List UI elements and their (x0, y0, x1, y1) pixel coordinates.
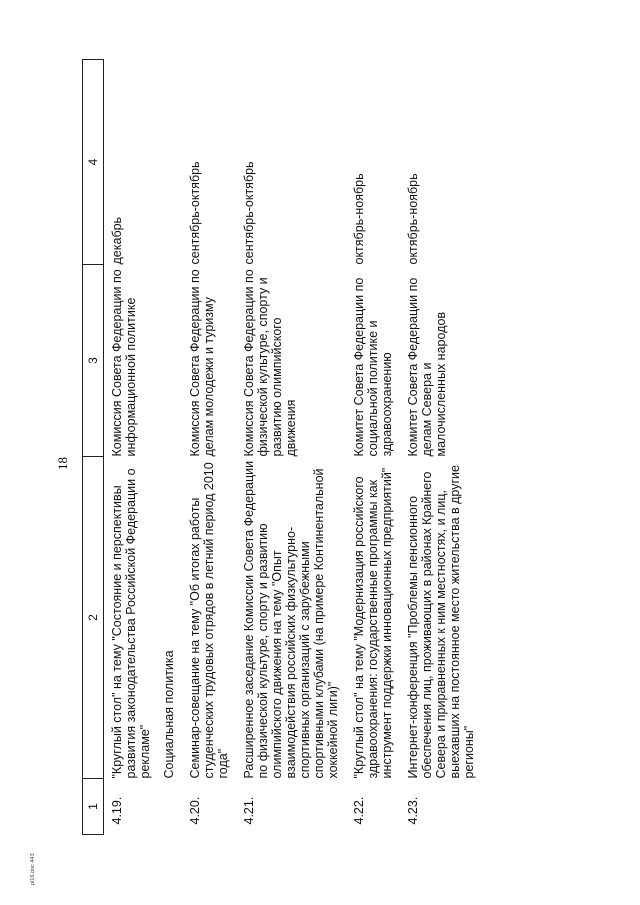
table-header-row (83, 60, 104, 835)
event-date: октябрь-ноябрь (406, 173, 420, 265)
item-number: 4.23. (406, 796, 420, 825)
table-row (400, 60, 482, 835)
section-row (158, 60, 182, 835)
item-number: 4.22. (352, 796, 366, 825)
event-title: "Круглый стол" на тему "Состояние и перспективы развития законодательства Российской Федерации о рекламе" (110, 468, 152, 779)
event-title: "Круглый стол" на тему "Модернизация российского здравоохранения: государственные программы как инструмент поддержки инновационных предприятий" (352, 467, 394, 779)
header-col-3: 3 (83, 265, 104, 457)
item-number: 4.21. (242, 796, 256, 825)
event-date: сентябрь-октябрь (188, 161, 202, 265)
event-title: Интернет-конференция "Проблемы пенсионного обеспечения лиц, проживающих в районах Крайнего Севера и приравненных к ним местностях, и лиц, выехавших на постоянное место жительства в другие регионы" (406, 465, 476, 779)
responsible-body: Комитет Совета Федерации по делам Севера и малочисленных народов (406, 277, 448, 457)
responsible-body: Комиссия Совета Федерации по физической культуре, спорту и развитию олимпийского движения (242, 269, 298, 457)
item-number: 4.19. (110, 796, 124, 825)
header-col-1: 1 (83, 779, 104, 835)
event-date: октябрь-ноябрь (352, 173, 366, 265)
table-row (346, 60, 400, 835)
event-title: Расширенное заседание Комиссии Совета Федерации по физической культуре, спорту и развитию олимпийского движения на тему "Опыт взаимодействия российских физкультурно-спортивных организаций с зарубежными спортивными клубами (на примере Континентальной хоккейной лиги)" (242, 460, 340, 779)
responsible-body: Комитет Совета Федерации по социальной политике и здравоохранению (352, 277, 394, 457)
events-table (82, 59, 482, 835)
footer-stamp: pl16.doc 443 (30, 853, 36, 885)
responsible-body: Комиссия Совета Федерации по информационной политике (110, 269, 138, 457)
table-row (182, 60, 236, 835)
table-row (104, 60, 159, 835)
header-col-2: 2 (83, 457, 104, 779)
responsible-body: Комиссия Совета Федерации по делам молодежи и туризму (188, 269, 216, 457)
event-title: Семинар-совещание на тему "Об итогах работы студенческих трудовых отрядов в летний период 2010 года" (188, 462, 230, 779)
rotated-table-container (82, 60, 482, 835)
page-number: 18 (55, 457, 70, 470)
header-col-4: 4 (83, 60, 104, 265)
event-date: декабрь (110, 216, 124, 265)
section-title: Социальная политика (162, 650, 176, 779)
table-row (236, 60, 346, 835)
event-date: сентябрь-октябрь (242, 161, 256, 265)
item-number: 4.20. (188, 796, 202, 825)
